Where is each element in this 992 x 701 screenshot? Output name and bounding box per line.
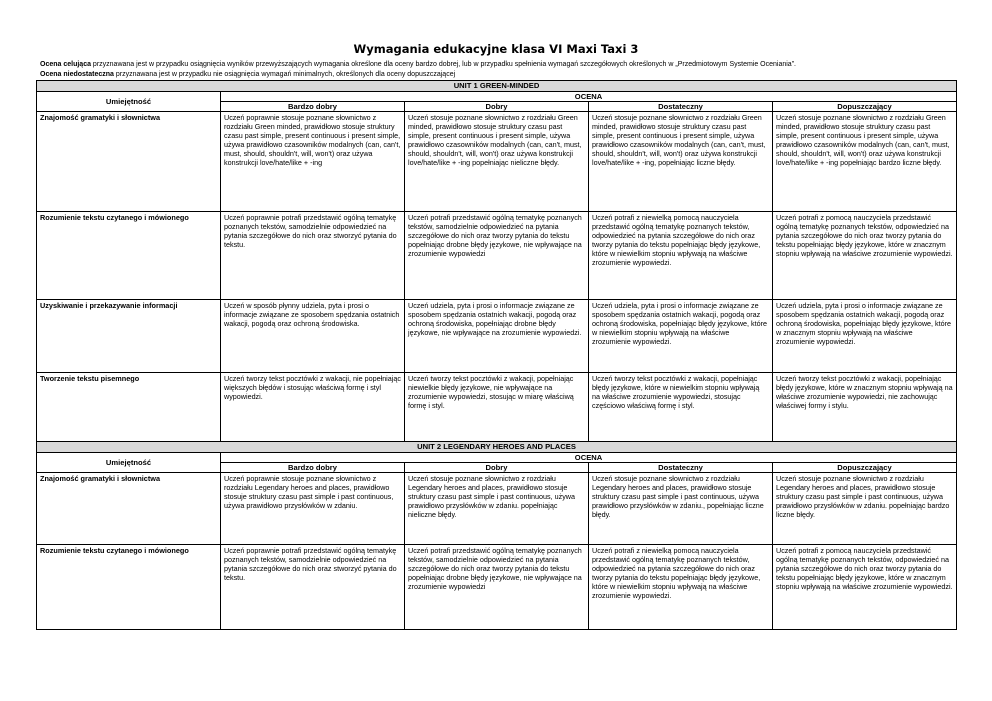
requirement-cell: Uczeń stosuje poznane słownictwo z rozdziału Green minded, prawidłowo stosuje struktury czasu past simple, present continuous i present simple, używa prawidłowo czasowników modalnych (can, can't, must, should, shouldn't, will, won't) oraz używa konstrukcji love/hate/like + -ing, popełniając liczne błędy. [589, 112, 773, 212]
unit1-ocena-header: OCENA [221, 92, 957, 102]
skill-label: Znajomość gramatyki i słownictwa [37, 473, 221, 545]
requirement-cell: Uczeń potrafi z niewielką pomocą nauczyciela przedstawić ogólną tematykę poznanych tekstów, odpowiedzieć na pytania szczegółowe do nich oraz tworzy pytania do tekstu popełniając błędy językowe, które w niewielkim stopniu wpływają na właściwe zrozumienie wypowiedzi. [589, 212, 773, 300]
requirement-cell: Uczeń udziela, pyta i prosi o informacje związane ze sposobem spędzania ostatnich wakacji, pogodą oraz ochroną środowiska, popełniając błędy językowe, które w znacznym stopniu wpływają na właściwe zrozumienie wypowiedzi. [773, 300, 957, 373]
skill-label: Rozumienie tekstu czytanego i mówionego [37, 212, 221, 300]
note-celujaca-text: przyznawana jest w przypadku osiągnięcia wyników przewyższających wymagania określone dla oceny bardzo dobrej, lub w przypadku spełnienia wymagań szczegółowych określonych w „Przedmiotowym Systemie Oceniania”. [90, 61, 796, 68]
skill-label: Uzyskiwanie i przekazywanie informacji [37, 300, 221, 373]
requirements-table [36, 80, 957, 630]
requirement-cell: Uczeń potrafi przedstawić ogólną tematykę poznanych tekstów, samodzielnie odpowiedzieć na pytania szczegółowe do nich oraz tworzy pytania do tekstu popełniając drobne błędy językowe, nie wpływające na zrozumienie wypowiedzi [405, 545, 589, 630]
requirement-cell: Uczeń poprawnie potrafi przedstawić ogólną tematykę poznanych tekstów, samodzielnie odpowiedzieć na pytania szczegółowe do nich oraz stworzyć pytania do tekstu. [221, 545, 405, 630]
requirement-cell: Uczeń potrafi z pomocą nauczyciela przedstawić ogólną tematykę poznanych tekstów, odpowiedzieć na pytania szczegółowe do nich oraz tworzy pytania do tekstu popełniając błędy językowe, które w znacznym stopniu wpływają na właściwe zrozumienie wypowiedzi. [773, 545, 957, 630]
table-row [37, 300, 957, 373]
unit1-title: UNIT 1 GREEN-MINDED [37, 81, 957, 92]
unit2-level-dostateczny: Dostateczny [589, 463, 773, 473]
note-niedostateczna [40, 70, 455, 79]
unit2-ocena-header: OCENA [221, 453, 957, 463]
requirement-cell: Uczeń tworzy tekst pocztówki z wakacji, popełniając niewielkie błędy językowe, nie wpływające na zrozumienie wypowiedzi, stosując w miarę właściwą formę i styl. [405, 373, 589, 442]
note-celujaca [40, 60, 796, 69]
unit1-skill-header: Umiejętność [37, 92, 221, 112]
skill-label: Rozumienie tekstu czytanego i mówionego [37, 545, 221, 630]
unit1-level-dobry: Dobry [405, 102, 589, 112]
table-row [37, 473, 957, 545]
requirement-cell: Uczeń tworzy tekst pocztówki z wakacji, nie popełniając większych błędów i stosując właściwą formę i styl wypowiedzi. [221, 373, 405, 442]
requirement-cell: Uczeń potrafi z pomocą nauczyciela przedstawić ogólną tematykę poznanych tekstów, odpowiedzieć na pytania szczegółowe do nich oraz tworzy pytania do tekstu popełniając błędy językowe, które w znacznym stopniu wpływają na właściwe zrozumienie wypowiedzi. [773, 212, 957, 300]
requirement-cell: Uczeń udziela, pyta i prosi o informacje związane ze sposobem spędzania ostatnich wakacji, pogodą oraz ochroną środowiska, popełniając drobne błędy językowe, nie wpływające na zrozumienie wypowiedzi. [405, 300, 589, 373]
document-title: Wymagania edukacyjne klasa VI Maxi Taxi 3 [353, 42, 639, 56]
requirement-cell: Uczeń w sposób płynny udziela, pyta i prosi o informacje związane ze sposobem spędzania ostatnich wakacji, pogodą oraz ochroną środowiska. [221, 300, 405, 373]
unit2-level-dobry: Dobry [405, 463, 589, 473]
unit1-level-bardzo-dobry: Bardzo dobry [221, 102, 405, 112]
table-row [37, 212, 957, 300]
requirement-cell: Uczeń stosuje poznane słownictwo z rozdziału Legendary heroes and places, prawidłowo stosuje struktury czasu past simple i past continuous, używa prawidłowo przysłówków w zdaniu. popełniając bardzo liczne błędy. [773, 473, 957, 545]
requirement-cell: Uczeń tworzy tekst pocztówki z wakacji, popełniając błędy językowe, które w znacznym stopniu wpływają na właściwe zrozumienie wypowiedzi, nie zachowując właściwej formy i stylu. [773, 373, 957, 442]
requirement-cell: Uczeń stosuje poznane słownictwo z rozdziału Legendary heroes and places, prawidłowo stosuje struktury czasu past simple i past continuous, używa prawidłowo przysłówków w zdaniu. popełniając nieliczne błędy. [405, 473, 589, 545]
unit2-level-bardzo-dobry: Bardzo dobry [221, 463, 405, 473]
requirement-cell: Uczeń stosuje poznane słownictwo z rozdziału Legendary heroes and places, prawidłowo stosuje struktury czasu past simple i past continuous, używa prawidłowo przysłówków w zdaniu., popełniając liczne błędy. [589, 473, 773, 545]
requirement-cell: Uczeń udziela, pyta i prosi o informacje związane ze sposobem spędzania ostatnich wakacji, pogodą oraz ochroną środowiska, popełniając błędy językowe, które w niewielkim stopniu wpływają na właściwe zrozumienie wypowiedzi. [589, 300, 773, 373]
requirement-cell: Uczeń stosuje poznane słownictwo z rozdziału Green minded, prawidłowo stosuje struktury czasu past simple, present continuous i present simple, używa prawidłowo czasowników modalnych (can, can't, must, should, shouldn't, will, won't) oraz używa konstrukcji love/hate/like + -ing popełniając bardzo liczne błędy. [773, 112, 957, 212]
unit2-title: UNIT 2 LEGENDARY HEROES AND PLACES [37, 442, 957, 453]
table-row [37, 545, 957, 630]
requirement-cell: Uczeń potrafi przedstawić ogólną tematykę poznanych tekstów, samodzielnie odpowiedzieć na pytania szczegółowe do nich oraz tworzy pytania do tekstu popełniając drobne błędy językowe, nie wpływające na zrozumienie wypowiedzi [405, 212, 589, 300]
unit1-level-dostateczny: Dostateczny [589, 102, 773, 112]
table-row [37, 112, 957, 212]
unit1-level-dopuszczajacy: Dopuszczający [773, 102, 957, 112]
unit2-skill-header: Umiejętność [37, 453, 221, 473]
requirement-cell: Uczeń poprawnie potrafi przedstawić ogólną tematykę poznanych tekstów, samodzielnie odpowiedzieć na pytania szczegółowe do nich oraz stworzyć pytania do tekstu. [221, 212, 405, 300]
requirement-cell: Uczeń poprawnie stosuje poznane słownictwo z rozdziału Legendary heroes and places, prawidłowo stosuje struktury czasu past simple i past continuous, używa prawidłowo przysłówków w zdaniu. [221, 473, 405, 545]
unit2-level-dopuszczajacy: Dopuszczający [773, 463, 957, 473]
note-niedostateczna-text: przyznawana jest w przypadku nie osiągnięcia wymagań minimalnych, określonych dla oceny dopuszczającej [113, 71, 456, 78]
requirement-cell: Uczeń stosuje poznane słownictwo z rozdziału Green minded, prawidłowo stosuje struktury czasu past simple, present continuous i present simple, używa prawidłowo czasowników modalnych (can, can't, must, should, shouldn't, will, won't) oraz używa konstrukcji love/hate/like + -ing popełniając nieliczne błędy. [405, 112, 589, 212]
requirement-cell: Uczeń poprawnie stosuje poznane słownictwo z rozdziału Green minded, prawidłowo stosuje struktury czasu past simple, present continuous i present simple, używa prawidłowo czasowników modalnych (can, can't, must, should, shouldn't, will, won't) oraz używa konstrukcji love/hate/like + -ing [221, 112, 405, 212]
skill-label: Tworzenie tekstu pisemnego [37, 373, 221, 442]
note-celujaca-label: Ocena celująca [40, 61, 91, 68]
requirement-cell: Uczeń tworzy tekst pocztówki z wakacji, popełniając błędy językowe, które w niewielkim stopniu wpływają na właściwe zrozumienie wypowiedzi, stosując częściowo właściwą formę i styl. [589, 373, 773, 442]
table-row [37, 373, 957, 442]
skill-label: Znajomość gramatyki i słownictwa [37, 112, 221, 212]
note-niedostateczna-label: Ocena niedostateczna [40, 71, 114, 78]
requirement-cell: Uczeń potrafi z niewielką pomocą nauczyciela przedstawić ogólną tematykę poznanych tekstów, odpowiedzieć na pytania szczegółowe do nich oraz tworzy pytania do tekstu popełniając błędy językowe, które w niewielkim stopniu wpływają na właściwe zrozumienie wypowiedzi. [589, 545, 773, 630]
